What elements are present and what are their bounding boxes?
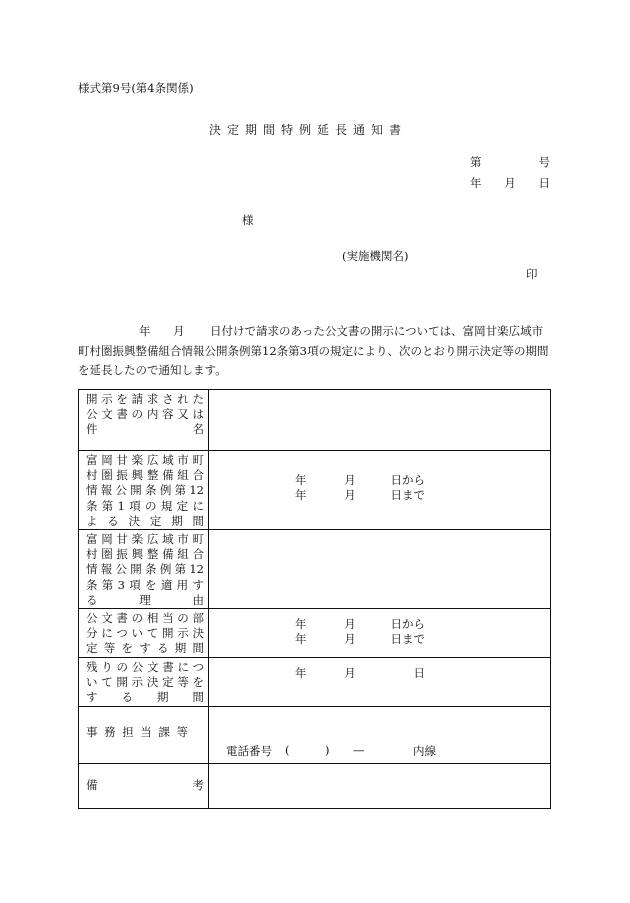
label-line: 分について開示決 — [86, 626, 204, 641]
table-row-remarks — [79, 763, 551, 808]
date-day: 日 — [538, 176, 550, 190]
date-year: 年 — [295, 473, 307, 487]
date-month: 月 — [504, 176, 516, 190]
body-line1-text: 日付けで請求のあった公文書の開示については、富岡甘楽広域市 — [210, 324, 544, 338]
table-row-partial-disclosure-period — [79, 609, 551, 658]
label-line: 富岡甘楽広域市町 — [86, 453, 204, 467]
label-line: よる決定期間 — [86, 513, 204, 528]
date-day-from: 日から — [390, 617, 425, 632]
date-range-to — [295, 488, 425, 503]
value-decision-period — [209, 451, 551, 530]
date-year: 年 — [295, 617, 307, 632]
date-year: 年 — [295, 632, 307, 647]
document-number — [470, 154, 550, 170]
label-decision-period — [79, 451, 209, 530]
phone-open-paren: ( — [285, 742, 290, 757]
value-remaining-disclosure-period — [209, 657, 551, 706]
table-row-responsible-section — [79, 706, 551, 763]
date-single — [295, 666, 425, 681]
date-month: 月 — [344, 665, 356, 680]
label-line: 公文書の相当の部 — [86, 611, 204, 626]
date-range-to — [295, 632, 425, 647]
label-line: 備考 — [86, 777, 204, 792]
number-go: 号 — [538, 155, 550, 169]
seal-mark: 印 — [526, 267, 538, 281]
value-partial-disclosure-period — [209, 609, 551, 658]
date-day-to: 日まで — [390, 488, 425, 502]
label-partial-disclosure-period — [79, 609, 209, 658]
date-day: 日 — [413, 665, 425, 680]
date-month: 月 — [344, 632, 356, 647]
date-year: 年 — [295, 488, 307, 502]
table-row-request-content — [79, 390, 551, 451]
table-row-extension-reason — [79, 530, 551, 609]
date-day-from: 日から — [390, 473, 425, 487]
label-request-content — [79, 390, 209, 451]
date-month: 月 — [344, 617, 356, 632]
number-dai: 第 — [470, 155, 482, 169]
body-line2: 町村圏振興整備組合情報公開条例第12条第3項の規定により、次のとおり開示決定等の期間 — [78, 344, 549, 358]
label-responsible-section — [79, 706, 209, 763]
label-line: 情報公開条例第12 — [86, 483, 204, 498]
body-month: 月 — [173, 324, 185, 338]
label-line: る理由 — [86, 592, 204, 607]
label-line: 富岡甘楽広域市町 — [86, 532, 204, 547]
phone-close-paren: ) — [325, 742, 330, 757]
label-line: 残りの公文書につ — [86, 659, 204, 674]
body-line3: を延長したので通知します。 — [78, 363, 227, 377]
table-row-remaining-disclosure-period — [79, 657, 551, 706]
date-day-to: 日まで — [390, 632, 425, 647]
label-line: いて開示決定等を — [86, 674, 204, 689]
agency-name: (実施機関名) — [342, 249, 409, 263]
date-range-from — [295, 617, 425, 632]
date-month: 月 — [344, 488, 356, 502]
body-year: 年 — [139, 324, 151, 338]
form-number-label: 様式第9号(第4条関係) — [78, 81, 194, 95]
date-year: 年 — [470, 176, 482, 190]
phone-dash: — — [353, 742, 365, 757]
table-row-decision-period — [79, 451, 551, 530]
label-line: 定等をする期間 — [86, 641, 204, 656]
label-line: 村圏振興整備組合 — [86, 547, 204, 562]
value-extension-reason — [209, 530, 551, 609]
document-title: 決定期間特例延長通知書 — [209, 123, 408, 137]
label-line: する期間 — [86, 690, 204, 705]
label-line: 公文書の内容又は — [86, 407, 204, 422]
phone-extension-label: 内線 — [413, 743, 436, 758]
label-line: 村圏振興整備組合 — [86, 468, 204, 483]
label-line: 条第1項の規定に — [86, 498, 204, 513]
label-line: 事務担当課等 — [86, 724, 188, 739]
label-extension-reason — [79, 530, 209, 609]
label-line: 開示を請求された — [86, 392, 204, 406]
document-date — [470, 175, 550, 191]
phone-label: 電話番号 — [226, 743, 272, 758]
value-responsible-section — [209, 706, 551, 763]
label-line: 情報公開条例第12 — [86, 562, 204, 577]
date-month: 月 — [344, 473, 356, 487]
date-range-from — [295, 473, 425, 488]
addressee-suffix: 様 — [242, 213, 254, 227]
date-year: 年 — [295, 665, 307, 680]
value-remarks — [209, 763, 551, 808]
label-remaining-disclosure-period — [79, 657, 209, 706]
label-line: 条第3項を適用す — [86, 577, 204, 592]
label-remarks — [79, 763, 209, 808]
value-request-content — [209, 390, 551, 451]
label-line: 件名 — [86, 422, 204, 437]
request-details-table — [78, 389, 551, 809]
